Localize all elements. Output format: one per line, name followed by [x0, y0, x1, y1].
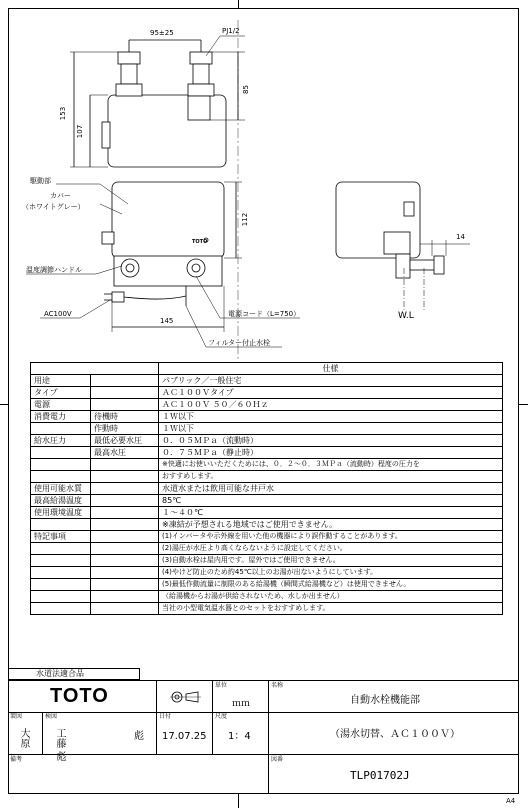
approved-by: 彪: [134, 731, 144, 742]
center-mark-left: [0, 404, 8, 405]
projection-symbol-icon: [170, 690, 202, 704]
spec-row: [31, 411, 503, 423]
unit-label: 単位: [215, 682, 228, 689]
drawn-label: 製図: [10, 713, 23, 720]
spec-cell: 電源: [31, 399, 91, 411]
spec-cell: [91, 567, 159, 579]
spec-cell: (1)インバータや示外線を用いた他の機器により誤作動することがあります。: [159, 531, 503, 543]
spec-cell: (5)最低作動流量に制限のある給湯機（瞬間式給湯機など）は使用できません。: [159, 579, 503, 591]
tb-vline-3: [268, 680, 269, 794]
label-cover-color: （ホワイトグレー）: [22, 203, 85, 211]
spec-cell: 作動時: [91, 423, 159, 435]
spec-cell: (2)湯圧が水圧より高くならないように設定してください。: [159, 543, 503, 555]
dim-112: 112: [241, 212, 250, 227]
number-label: 図番: [271, 756, 284, 763]
spec-cell: おすすめします。: [159, 471, 503, 483]
spec-header-row: [31, 363, 503, 375]
spec-row: [31, 447, 503, 459]
spec-cell: 最高給湯温度: [31, 495, 91, 507]
center-mark-bottom: [238, 794, 239, 808]
spec-row: [31, 507, 503, 519]
dim-85: 85: [241, 85, 250, 94]
spec-cell: 消費電力: [31, 411, 91, 423]
spec-cell: [31, 543, 91, 555]
spec-row: [31, 603, 503, 615]
spec-cell: 当社の小型電気温水器とのセットをおすすめします。: [159, 603, 503, 615]
spec-cell: 使用環境温度: [31, 507, 91, 519]
spec-cell: 85℃: [159, 495, 503, 507]
spec-header: 仕様: [159, 363, 503, 375]
dim-thread: PJ1/2: [222, 27, 240, 35]
tb-vline-1: [156, 680, 157, 754]
date-label: 日付: [159, 713, 172, 720]
brand-logo: TOTO: [50, 685, 109, 707]
spec-cell: ＡＣ１００Ｖ ５０／６０Ｈｚ: [159, 399, 503, 411]
drawing-number: TLP01702J: [350, 769, 410, 782]
checked-label: 検図: [45, 713, 58, 720]
spec-row: [31, 483, 503, 495]
spec-row: [31, 387, 503, 399]
spec-cell: (4)やけど防止のため約45℃以上のお湯が出ないようにしています。: [159, 567, 503, 579]
spec-cell: １Ｗ以下: [159, 411, 503, 423]
center-mark-right: [519, 404, 528, 405]
dim-height-total: 153: [59, 106, 68, 121]
spec-cell: [91, 603, 159, 615]
spec-row: [31, 519, 503, 531]
tb-vline-2: [212, 680, 213, 754]
spec-row: [31, 375, 503, 387]
spec-cell: [31, 579, 91, 591]
spec-cell: [91, 531, 159, 543]
spec-cell: パブリック／一般住宅: [159, 375, 503, 387]
spec-cell: [91, 519, 159, 531]
scale-label: 尺度: [215, 713, 228, 720]
label-ac: AC100V: [44, 310, 72, 318]
spec-cell: 使用可能水質: [31, 483, 91, 495]
tb-vline-4: [42, 712, 43, 754]
spec-row: [31, 531, 503, 543]
spec-cell: （給湯機からお湯が供給されないため、水しか出ません）: [159, 591, 503, 603]
spec-row: [31, 555, 503, 567]
spec-cell: [31, 459, 91, 471]
spec-cell: [31, 423, 91, 435]
spec-cell: 最高水圧: [91, 447, 159, 459]
spec-cell: [31, 591, 91, 603]
spec-cell: [31, 603, 91, 615]
cert-label: 水道法適合品: [36, 669, 84, 678]
part-name-sub: （湯水切替、ＡＣ１００Ｖ）: [330, 729, 460, 740]
spec-cell: 用途: [31, 375, 91, 387]
spec-row: [31, 399, 503, 411]
spec-cell: 水道水または飲用可能な井戸水: [159, 483, 503, 495]
spec-cell: [91, 579, 159, 591]
spec-cell: タイプ: [31, 387, 91, 399]
spec-cell: [31, 567, 91, 579]
spec-row: [31, 591, 503, 603]
spec-cell: [91, 555, 159, 567]
dim-14: 14: [456, 233, 465, 241]
spec-cell: 特記事項: [31, 531, 91, 543]
spec-row: [31, 543, 503, 555]
spec-cell: １～４０℃: [159, 507, 503, 519]
spec-cell: [31, 555, 91, 567]
label-side-wl: W.L: [398, 311, 414, 321]
spec-row: [31, 471, 503, 483]
spec-table: [30, 362, 503, 615]
name-label: 名称: [271, 682, 284, 689]
spec-cell: 給水圧力: [31, 435, 91, 447]
spec-cell: ＡＣ１００Ｖタイプ: [159, 387, 503, 399]
spec-row: [31, 495, 503, 507]
spec-row: [31, 435, 503, 447]
spec-cell: [91, 399, 159, 411]
spec-cell: ※凍結が予想される地域ではご使用できません。: [159, 519, 503, 531]
tb-line-2: [8, 754, 519, 755]
technical-drawing: [0, 0, 528, 360]
spec-row: [31, 423, 503, 435]
spec-cell: 最低必要水圧: [91, 435, 159, 447]
spec-row: [31, 579, 503, 591]
spec-cell: [91, 543, 159, 555]
paper-size: A4: [506, 797, 516, 805]
brand-mark-small: TOTO: [192, 239, 208, 245]
label-temp-handle: 温度調節ハンドル: [26, 266, 82, 274]
dim-145: 145: [160, 317, 174, 325]
spec-cell: [91, 387, 159, 399]
drawn-by: 大原: [18, 728, 29, 748]
label-filter: フィルター付止水栓: [208, 339, 271, 347]
spec-cell: [91, 483, 159, 495]
spec-cell: [31, 447, 91, 459]
spec-cell: [31, 519, 91, 531]
spec-cell: ※快適にお使いいただくためには、０．２～０．３ＭＰａ（流動時）程度の圧力を: [159, 459, 503, 471]
spec-cell: [91, 495, 159, 507]
dim-height-body: 107: [76, 124, 85, 139]
part-name: 自動水栓機能部: [350, 695, 420, 706]
spec-cell: 待機時: [91, 411, 159, 423]
spec-cell: ０．０５ＭＰａ（流動時）: [159, 435, 503, 447]
spec-cell: (3)自動水栓は屋内用です。屋外ではご使用できません。: [159, 555, 503, 567]
date-value: 17.07.25: [162, 731, 207, 742]
tb-line-1: [8, 712, 519, 713]
spec-cell: [31, 471, 91, 483]
label-cord: 電源コード（L=750）: [228, 310, 301, 318]
spec-cell: ０．７５ＭＰａ（静止時）: [159, 447, 503, 459]
spec-cell: [91, 591, 159, 603]
scale-value: 1：4: [228, 731, 251, 742]
spec-cell: [91, 471, 159, 483]
note-label: 備考: [10, 756, 23, 763]
spec-row: [31, 459, 503, 471]
spec-cell: [91, 375, 159, 387]
spec-row: [31, 567, 503, 579]
checked-by: 工藤 彪: [54, 728, 65, 762]
dim-pitch: 95±25: [150, 29, 174, 37]
spec-cell: [91, 459, 159, 471]
spec-cell: [91, 507, 159, 519]
spec-cell: １Ｗ以下: [159, 423, 503, 435]
label-drive: 駆動部: [30, 177, 51, 185]
label-cover: カバー: [50, 192, 71, 200]
unit-value: ｍｍ: [232, 699, 251, 709]
